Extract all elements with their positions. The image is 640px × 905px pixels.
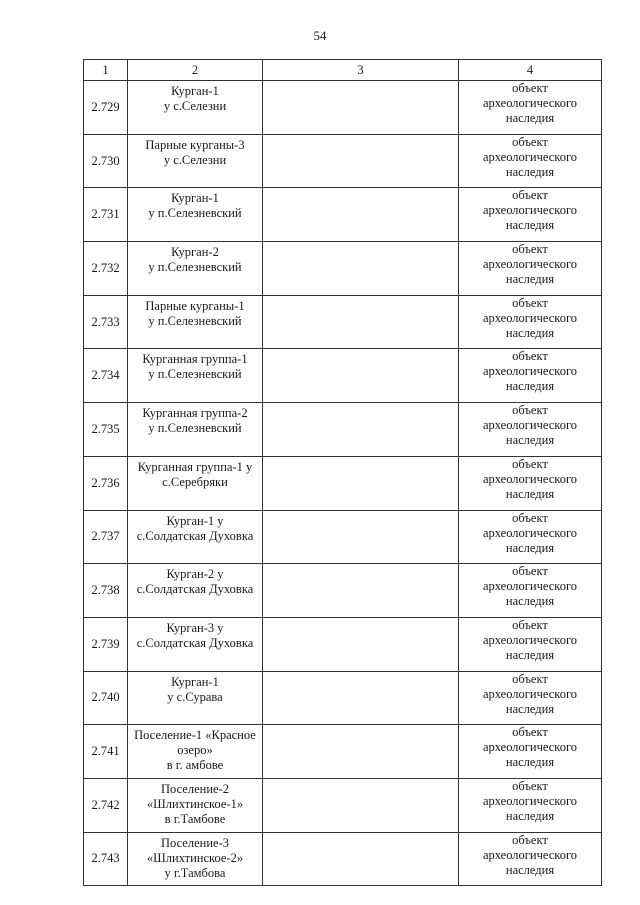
status-cell: объект археологического наследия	[459, 349, 602, 403]
object-name-cell: Поселение-3 «Шлихтинское-2» у г.Тамбова	[128, 832, 263, 886]
row-number-cell: 2.742	[84, 778, 128, 832]
status-cell: объект археологического наследия	[459, 295, 602, 349]
status-cell: объект археологического наследия	[459, 242, 602, 296]
row-number-cell: 2.730	[84, 134, 128, 188]
header-cell-col-2: 2	[128, 60, 263, 81]
row-number-cell: 2.736	[84, 456, 128, 510]
object-name-cell: Парные курганы-3 у с.Селезни	[128, 134, 263, 188]
row-number-cell: 2.735	[84, 403, 128, 457]
object-name-cell: Курган-2 у с.Солдатская Духовка	[128, 564, 263, 618]
object-name-cell: Поселение-2 «Шлихтинское-1» в г.Тамбове	[128, 778, 263, 832]
status-cell: объект археологического наследия	[459, 403, 602, 457]
table-row	[84, 617, 602, 671]
status-cell: объект археологического наследия	[459, 778, 602, 832]
status-cell: объект археологического наследия	[459, 725, 602, 779]
table-body	[84, 60, 602, 886]
header-cell-col-1: 1	[84, 60, 128, 81]
column-3-cell	[263, 456, 459, 510]
row-number-cell: 2.743	[84, 832, 128, 886]
table-row	[84, 81, 602, 135]
header-cell-col-4: 4	[459, 60, 602, 81]
row-number-cell: 2.731	[84, 188, 128, 242]
table-row	[84, 564, 602, 618]
object-name-cell: Парные курганы-1 у п.Селезневский	[128, 295, 263, 349]
status-cell: объект археологического наследия	[459, 456, 602, 510]
page-number: 54	[313, 28, 327, 43]
object-name-cell: Курганная группа-2 у п.Селезневский	[128, 403, 263, 457]
table-row	[84, 295, 602, 349]
column-3-cell	[263, 778, 459, 832]
column-3-cell	[263, 242, 459, 296]
table-row	[84, 188, 602, 242]
column-3-cell	[263, 617, 459, 671]
column-3-cell	[263, 403, 459, 457]
status-cell: объект археологического наследия	[459, 671, 602, 725]
table-row	[84, 832, 602, 886]
row-number-cell: 2.737	[84, 510, 128, 564]
column-3-cell	[263, 134, 459, 188]
object-name-cell: Курганная группа-1 у с.Серебряки	[128, 456, 263, 510]
table-row	[84, 725, 602, 779]
status-cell: объект археологического наследия	[459, 617, 602, 671]
object-name-cell: Поселение-1 «Красное озеро» в г. амбове	[128, 725, 263, 779]
column-3-cell	[263, 725, 459, 779]
status-cell: объект археологического наследия	[459, 188, 602, 242]
table-row	[84, 403, 602, 457]
column-3-cell	[263, 81, 459, 135]
column-3-cell	[263, 349, 459, 403]
status-cell: объект археологического наследия	[459, 564, 602, 618]
row-number-cell: 2.738	[84, 564, 128, 618]
row-number-cell: 2.739	[84, 617, 128, 671]
table-row	[84, 510, 602, 564]
status-cell: объект археологического наследия	[459, 81, 602, 135]
object-name-cell: Курган-1 у п.Селезневский	[128, 188, 263, 242]
table-row	[84, 778, 602, 832]
table-row	[84, 671, 602, 725]
table-row	[84, 134, 602, 188]
object-name-cell: Курган-1 у с.Селезни	[128, 81, 263, 135]
column-3-cell	[263, 564, 459, 618]
table-row	[84, 349, 602, 403]
column-3-cell	[263, 188, 459, 242]
object-name-cell: Курган-1 у с.Солдатская Духовка	[128, 510, 263, 564]
column-3-cell	[263, 671, 459, 725]
column-3-cell	[263, 295, 459, 349]
status-cell: объект археологического наследия	[459, 832, 602, 886]
row-number-cell: 2.741	[84, 725, 128, 779]
row-number-cell: 2.733	[84, 295, 128, 349]
object-name-cell: Курган-1 у с.Сурава	[128, 671, 263, 725]
heritage-table	[83, 59, 602, 886]
column-3-cell	[263, 832, 459, 886]
header-cell-col-3: 3	[263, 60, 459, 81]
row-number-cell: 2.732	[84, 242, 128, 296]
status-cell: объект археологического наследия	[459, 134, 602, 188]
object-name-cell: Курган-3 у с.Солдатская Духовка	[128, 617, 263, 671]
table-header-row	[84, 60, 602, 81]
object-name-cell: Курган-2 у п.Селезневский	[128, 242, 263, 296]
status-cell: объект археологического наследия	[459, 510, 602, 564]
row-number-cell: 2.729	[84, 81, 128, 135]
row-number-cell: 2.734	[84, 349, 128, 403]
table-row	[84, 242, 602, 296]
column-3-cell	[263, 510, 459, 564]
table-row	[84, 456, 602, 510]
row-number-cell: 2.740	[84, 671, 128, 725]
object-name-cell: Курганная группа-1 у п.Селезневский	[128, 349, 263, 403]
